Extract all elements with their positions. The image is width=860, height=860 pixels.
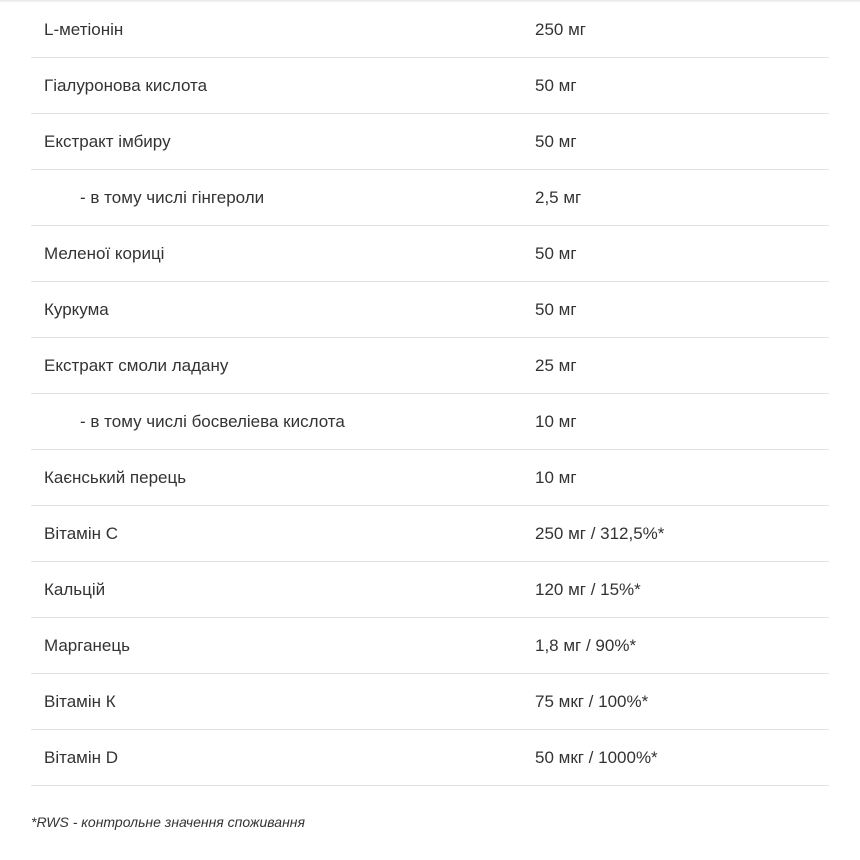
table-row (31, 338, 829, 394)
ingredient-name: Екстракт імбиру (31, 114, 522, 170)
ingredient-name: Меленої кориці (31, 226, 522, 282)
ingredients-table-body (31, 2, 829, 786)
ingredient-subitem-name: - в тому числі гінгероли (31, 170, 522, 226)
table-row (31, 170, 829, 226)
table-row (31, 2, 829, 58)
table-row (31, 674, 829, 730)
ingredient-amount: 50 мг (522, 282, 829, 338)
ingredient-amount: 50 мг (522, 58, 829, 114)
footnote: *RWS - контрольне значення споживання (31, 814, 305, 830)
table-row (31, 618, 829, 674)
ingredient-amount: 50 мг (522, 114, 829, 170)
ingredient-name: L-метіонін (31, 2, 522, 58)
ingredient-amount: 10 мг (522, 394, 829, 450)
ingredient-amount: 250 мг / 312,5%* (522, 506, 829, 562)
ingredient-name: Вітамін С (31, 506, 522, 562)
ingredients-table (31, 2, 829, 786)
table-row (31, 506, 829, 562)
ingredient-name: Екстракт смоли ладану (31, 338, 522, 394)
table-row (31, 58, 829, 114)
ingredient-name: Куркума (31, 282, 522, 338)
table-row (31, 450, 829, 506)
ingredient-name: Гіалуронова кислота (31, 58, 522, 114)
table-row (31, 730, 829, 786)
ingredient-amount: 250 мг (522, 2, 829, 58)
table-row (31, 282, 829, 338)
table-row (31, 114, 829, 170)
ingredient-name: Каєнський перець (31, 450, 522, 506)
ingredient-name: Вітамін D (31, 730, 522, 786)
ingredient-amount: 75 мкг / 100%* (522, 674, 829, 730)
ingredient-amount: 50 мкг / 1000%* (522, 730, 829, 786)
ingredient-amount: 10 мг (522, 450, 829, 506)
table-row (31, 226, 829, 282)
ingredient-name: Марганець (31, 618, 522, 674)
table-row (31, 562, 829, 618)
ingredient-name: Вітамін К (31, 674, 522, 730)
ingredient-amount: 50 мг (522, 226, 829, 282)
ingredient-amount: 25 мг (522, 338, 829, 394)
ingredient-amount: 2,5 мг (522, 170, 829, 226)
ingredient-amount: 1,8 мг / 90%* (522, 618, 829, 674)
ingredient-subitem-name: - в тому числі босвеліева кислота (31, 394, 522, 450)
table-row (31, 394, 829, 450)
ingredient-amount: 120 мг / 15%* (522, 562, 829, 618)
ingredient-name: Кальцій (31, 562, 522, 618)
